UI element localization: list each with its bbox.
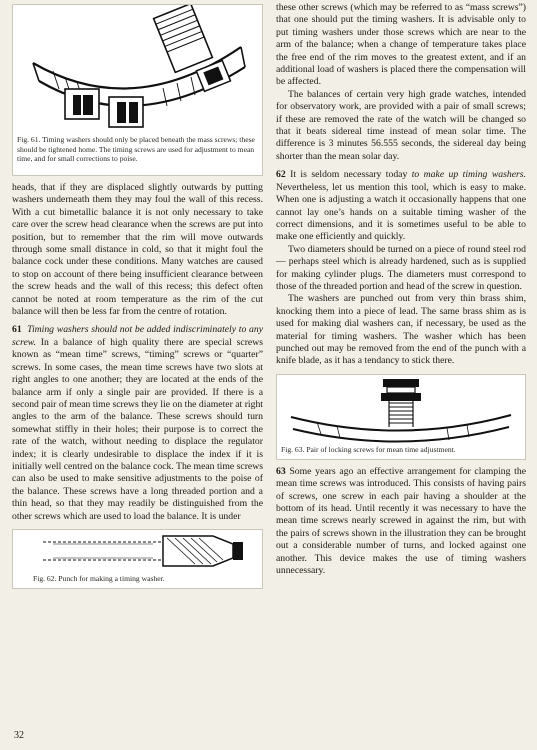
figure-62 <box>12 529 263 589</box>
locking-screws-illustration <box>277 375 525 443</box>
left-column <box>12 0 263 589</box>
section-61-paragraph <box>12 324 263 523</box>
section-61-body: In a balance of high quality there are special screws known as “mean time” screws, “timing” screws or “quarter” screws. In some cases, the mean time screws have two slots at right angles to one another; they are located at the ends of the balance arm if only a single pair are provided. If there is a second pair of mean time screws they lie on the diameter at right angles to the arm of the balance. These screws should turn somewhat stiffly in their holes; their purpose is to correct the rate of the watch, without needing to displace the regulator index; it is clearly undesirable to displace the index if it is initially well centred on the balance cock. The mean time screws can also be used to make sensitive adjustments to the poise of the balance. These screws have a long threaded portion and a thin head, so that they may readily be distinguished from the other screws which are used to load the balance. It is under <box>12 336 263 522</box>
figure-62-caption: Fig. 62. Punch for making a timing washer. <box>33 573 165 583</box>
figure-63 <box>276 374 526 460</box>
timing-washer-illustration <box>13 5 262 133</box>
right-paragraph-4: The washers are punched out from very thin brass shim, knocking them into a piece of lead. The same brass shim as is used for making dial washers can, if necessary, be used as the material for timing washers. The washer which has been punched out may be removed from the end of the punch with a knife blade, as it has a tendancy to stick there. <box>276 293 526 367</box>
section-63-number: 63 <box>276 465 286 477</box>
page-number: 32 <box>14 730 24 741</box>
left-paragraph-1: heads, that if they are displaced slightly outwards by putting washers underneath them they may foul the wall of this recess. With a cut bimetallic balance it is not only necessary to take care over the screw head clearance when the screws are put into position, but to remember that the rim will move outwards through some small distance in cold, so that it might foul the balance cock under these conditions. Many watches are caused to stop on account of there being insufficient clearance between the screw heads and the wall of this recess; this defect often cannot be noted at room temperature as the rim of the cut balance will then be less far from the centre of rotation. <box>12 182 263 318</box>
figure-61 <box>12 4 263 176</box>
section-62-italic-heading: to make up timing washers. <box>411 169 526 181</box>
section-63-paragraph <box>276 466 526 578</box>
right-paragraph-3: Two diameters should be turned on a piece of round steel rod — perhaps steel which is already hardened, such as is supplied for making cylinder plugs. The diameters must correspond to those of the threaded portion and head of the screw in question. <box>276 243 526 292</box>
right-paragraph-2: The balances of certain very high grade watches, intended for observatory work, are provided with a pair of small screws; if these are removed the rate of the watch will be changed so that it beats sidereal time instead of mean solar time. The difference is 3 minutes 56.555 seconds, the sidereal day being shorter than the mean solar day. <box>276 88 526 162</box>
section-62-number: 62 <box>276 169 286 181</box>
section-62-paragraph <box>276 169 526 243</box>
section-61-number: 61 <box>12 324 22 336</box>
section-62-body: Nevertheless, let us mention this tool, which is easy to make. When one is adjusting a watch it occasionally happens that one cannot lay one’s hands on a suitable timing washer of the correct dimensions, and it is sometimes useful to be able to make one efficiently and quickly. <box>276 181 526 243</box>
section-62-lead: It is seldom necessary today <box>285 169 412 181</box>
figure-61-caption: Fig. 61. Timing washers should only be placed beneath the mass screws; these should be tightened home. The timing screws are used for adjustment to mean time, and for small corrections to poise. <box>17 135 255 164</box>
punch-illustration <box>13 530 262 574</box>
right-paragraph-1: these other screws (which may be referred to as “mass screws”) that one should put the timing washers. It is advisable only to put timing washers under those screws which are near to the arm of the balance; when a change of temperature takes place the free end of the rim moves to the greatest extent, and if an additional load of washers is placed there the compensation will be affected. <box>276 2 526 88</box>
section-63-body: Some years ago an effective arrangement for clamping the mean time screws was introduced. This consists of having pairs of screws, one screw in each pair having a shoulder at the bottom of its head. Until recently it was necessary to have the mean time screws nearly screwed in against the rim, but with the pairs of screws shown in the illustration they can be brought out a considerable number of turns, and locked against one another. This device makes the use of timing washers unnecessary. <box>276 465 526 577</box>
right-column <box>276 0 526 577</box>
figure-63-caption: Fig. 63. Pair of locking screws for mean time adjustment. <box>281 444 456 454</box>
section-61-italic-heading: Timing washers should not be added indiscriminately to any screw. <box>12 324 263 348</box>
